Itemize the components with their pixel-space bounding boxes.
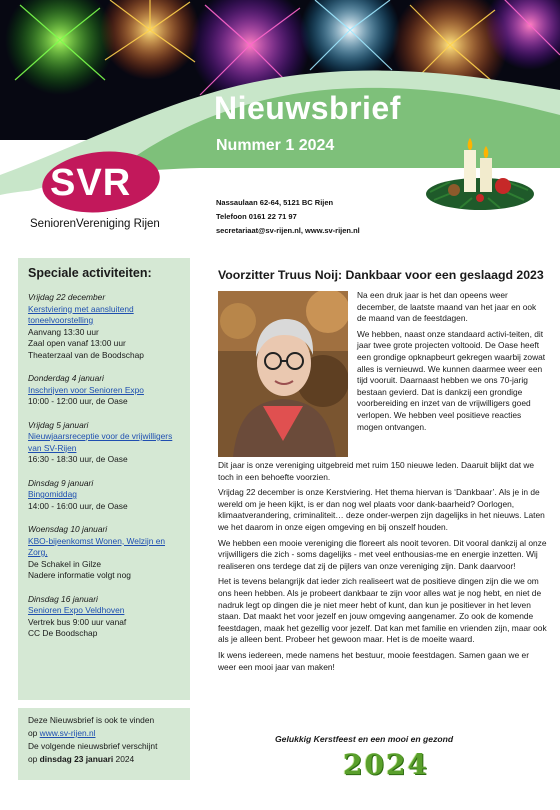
event-link-kbo-bijeenkomst[interactable]: KBO-bijeenkomst Wonen, Welzijn en Zorg,: [28, 535, 166, 557]
email-web-text: secretariaat@sv-rijen.nl, www.sv-rijen.nl: [216, 226, 360, 235]
event-link-bingomiddag[interactable]: Bingomiddag: [28, 489, 77, 499]
article-title: Voorzitter Truus Noij: Dankbaar voor een geslaagd 2023: [218, 268, 544, 282]
event-item: [28, 420, 180, 466]
event-detail: Nadere informatie volgt nog: [28, 570, 131, 580]
event-detail: Zaal open vanaf 13:00 uur: [28, 338, 126, 348]
special-activities-panel: [18, 258, 190, 700]
event-detail: 14:00 - 16:00 uur, de Oase: [28, 500, 128, 511]
event-date: Vrijdag 5 januari: [28, 419, 89, 430]
footer-op: op: [28, 754, 38, 764]
event-link-nieuwjaarsreceptie[interactable]: Nieuwjaarsreceptie voor de vrijwilligers van SV-Rijen: [28, 431, 173, 453]
event-item: [28, 373, 180, 408]
event-detail: CC De Boodschap: [28, 628, 98, 638]
event-date: Vrijdag 22 december: [28, 292, 106, 302]
article-body-text: [218, 460, 548, 677]
event-link-senioren-expo-veldhoven[interactable]: Senioren Expo Veldhoven: [28, 605, 125, 615]
event-detail: 16:30 - 18:30 uur, de Oase: [28, 454, 128, 464]
phone-text: Telefoon 0161 22 71 97: [216, 212, 297, 221]
event-date: Donderdag 4 januari: [28, 373, 104, 383]
address-text: Nassaulaan 62-64, 5121 BC Rijen: [216, 198, 334, 207]
article-paragraph: Dit jaar is onze vereniging uitgebreid met ruim 150 nieuwe leden. Daaruit blijkt dat we toch in een behoefte voorzien.: [218, 460, 535, 482]
footer-line: De volgende nieuwsbrief verschijnt: [28, 741, 158, 751]
article-paragraph: We hebben een mooie vereniging die floreert als nooit tevoren. Dit vooral dankzij al onze vrijwilligers die zich - soms dagelijks - met veel enthousias-me en energie inzetten. Wij realiseren ons terdege dat zij de pijlers van onze vereniging zijn. Dank daarvoor!: [218, 537, 547, 571]
footer-op: op: [28, 728, 38, 738]
chairperson-photo: [218, 291, 348, 457]
footer-line: Deze Nieuwsbrief is ook te vinden: [28, 715, 155, 725]
closing-greeting: Gelukkig Kerstfeest en een mooi en gezond: [275, 734, 454, 744]
event-item: [28, 478, 180, 513]
article-paragraph: Ik wens iedereen, mede namens het bestuur, mooie feestdagen. Samen gaan we er weer een mooi jaar van maken!: [218, 649, 529, 672]
next-issue-year: 2024: [115, 754, 135, 764]
event-date: Woensdag 10 januari: [28, 524, 108, 534]
footer-line: [28, 727, 180, 740]
newsletter-title: Nieuwsbrief: [214, 90, 401, 126]
event-item: [28, 524, 180, 582]
event-detail: Aanvang 13:30 uur: [28, 326, 99, 337]
year-decoration: 2024: [343, 748, 429, 781]
article-column-text: [357, 290, 547, 437]
article-paragraph: Vrijdag 22 december is onze Kerstviering. Het thema hiervan is ‘Dankbaar’. Als je in de wereld om je heen kijkt, is er dan nog wel plaats voor dank-baarheid? Oorlogen, klimaatverandering, criminaliteit… deze onder-werpen zijn dagelijks in het nieuws. Laten we het daarom in onze eigen omgeving en bij onszelf houden.: [218, 487, 545, 532]
logo-letters: SVR: [50, 162, 132, 204]
svr-logo: [30, 152, 190, 234]
article-paragraph: We hebben, naast onze standaard activi-teiten, dit jaar twee grote projecten voltooid. De Oase heeft een grondige opknapbeurt gekregen waarbij zowat alles is vernieuwd. We kunnen daarmee weer een tijd vooruit. Daarnaast hebben we ons 70-jarig bestaan gevierd. Dat is dankzij een grondige voorbereiding en inzet van de vrijwilligers goed verlopen. We hebben veel positieve reacties mogen ontvangen.: [357, 328, 546, 432]
contact-info: [216, 196, 360, 238]
event-detail: 10:00 - 12:00 uur, de Oase: [28, 396, 128, 406]
activities-heading: Speciale activiteiten:: [28, 266, 152, 280]
website-link[interactable]: www.sv-rijen.nl: [39, 728, 96, 738]
issue-number: Nummer 1 2024: [216, 137, 335, 154]
event-detail: De Schakel in Gilze: [28, 558, 102, 569]
organization-name: SeniorenVereniging Rijen: [30, 218, 160, 230]
event-link-inschrijven-expo[interactable]: Inschrijven voor Senioren Expo: [28, 384, 144, 395]
article-paragraph: Het is tevens belangrijk dat ieder zich realiseert wat de positieve dingen zijn die we om ons heen hebben. Als je probeert dankbaar te zijn voor alles wat je nog hebt, en niet de nadruk legt op dingen die je niet meer hebt of kunt, dan kun je positiever in het leven staan. Dat maakt het voor jezelf en jouw omgeving aangenamer. Zo ook de komende feestdagen, maak het gezellig voor jezelf. Dat kan met familie en vrienden zijn, maar ook als je alleen bent. Probeer het gewoon maar. Het is de moeite waard.: [218, 576, 547, 645]
event-item: [28, 292, 180, 361]
christmas-candles-image: [420, 128, 540, 218]
event-date: Dinsdag 16 januari: [28, 593, 98, 604]
next-issue-date: dinsdag 23 januari: [39, 754, 114, 764]
event-link-kerstviering[interactable]: Kerstviering met aansluitend toneelvoorstelling: [28, 303, 134, 325]
article-paragraph: Na een druk jaar is het dan opeens weer december, de laatste maand van het jaar en ook de maand van de feestdagen.: [357, 290, 537, 324]
event-item: [28, 594, 180, 640]
footer-line: [28, 753, 180, 766]
event-detail: Theaterzaal van de Boodschap: [28, 349, 144, 360]
event-date: Dinsdag 9 januari: [28, 477, 94, 488]
newsletter-info-box: [18, 708, 190, 780]
event-detail: Vertrek bus 9:00 uur vanaf: [28, 616, 127, 627]
